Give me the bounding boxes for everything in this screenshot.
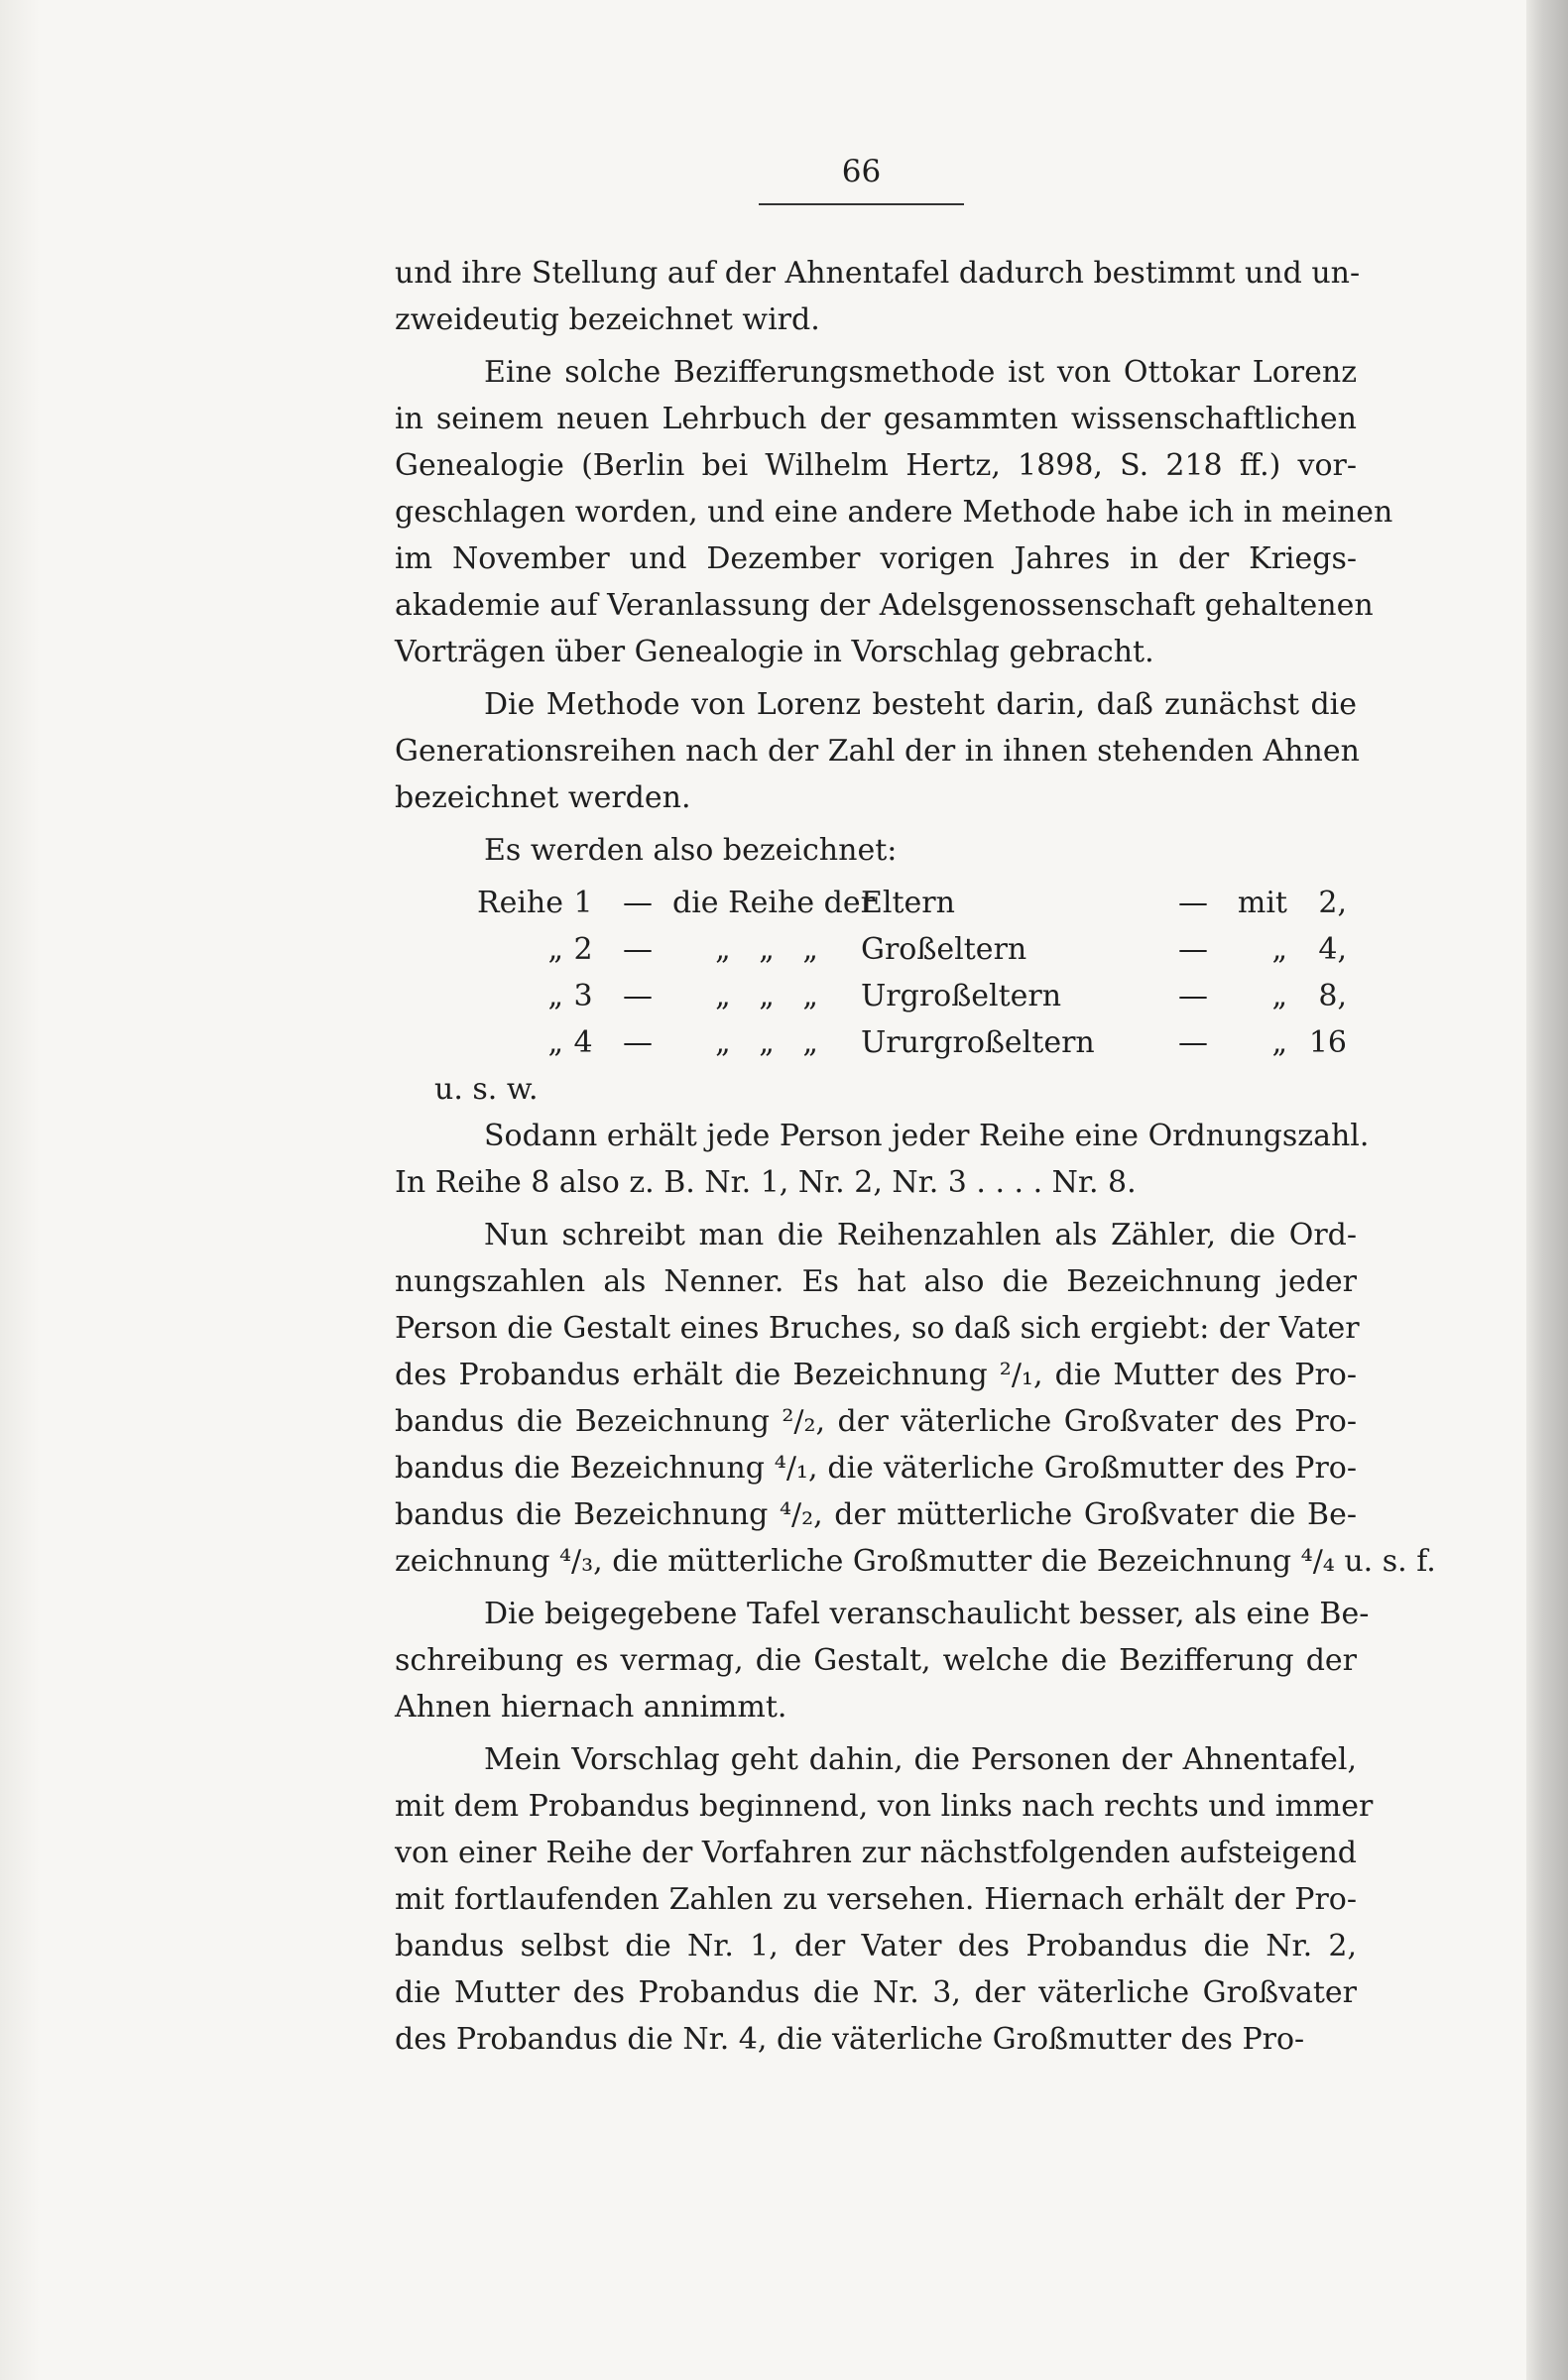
paragraph — [395, 1591, 1370, 1730]
text-line: Es werden also bezeichnet: — [484, 833, 898, 868]
table-row — [474, 973, 1357, 1019]
paragraph — [395, 250, 1361, 343]
text-line: schreibung es vermag, die Gestalt, welche die Bezifferung der — [395, 1643, 1357, 1678]
text-line: Mein Vorschlag geht dahin, die Personen der Ahnentafel, — [484, 1742, 1357, 1777]
table-cell: — — [623, 886, 653, 920]
table-cell: — — [1178, 1025, 1208, 1060]
text-line: mit dem Probandus beginnend, von links nach rechts und immer — [395, 1789, 1374, 1824]
text-line: mit fortlaufenden Zahlen zu versehen. Hiernach erhält der Pro- — [395, 1882, 1357, 1917]
text-line: Die Methode von Lorenz besteht darin, daß zunächst die — [484, 687, 1357, 722]
paragraph — [395, 1113, 1370, 1206]
table-cell: „ — [1271, 979, 1287, 1013]
table-cell: — — [623, 979, 653, 1013]
header-rule — [759, 203, 964, 205]
text-line: des Probandus die Nr. 4, die väterliche Großmutter des Pro- — [395, 2022, 1305, 2057]
text-line: nungszahlen als Nenner. Es hat also die Bezeichnung jeder — [395, 1264, 1357, 1299]
table-cell: „ — [1271, 932, 1287, 967]
table-row — [474, 926, 1357, 973]
text-line: geschlagen worden, und eine andere Methode habe ich in meinen — [395, 495, 1393, 530]
paragraph — [395, 681, 1360, 821]
text-line: akademie auf Veranlassung der Adelsgenossenschaft gehaltenen — [395, 588, 1374, 623]
paragraphs-after-table — [395, 1113, 1436, 2063]
text-line: Vorträgen über Genealogie in Vorschlag gebracht. — [395, 635, 1154, 669]
text-line: Sodann erhält jede Person jeder Reihe eine Ordnungszahl. — [484, 1119, 1370, 1153]
text-line: des Probandus erhält die Bezeichnung ²/₁, die Mutter des Pro- — [395, 1358, 1357, 1392]
paragraph — [395, 1736, 1374, 2063]
table-cell: Eltern — [861, 886, 955, 920]
text-line: Die beigegebene Tafel veranschaulicht besser, als eine Be- — [484, 1597, 1370, 1631]
text-line: Generationsreihen nach der Zahl der in ihnen stehenden Ahnen — [395, 734, 1360, 769]
page-binding-edge — [1526, 0, 1568, 2380]
text-line: Eine solche Bezifferungsmethode ist von Ottokar Lorenz — [484, 355, 1357, 390]
text-line: Ahnen hiernach annimmt. — [395, 1690, 787, 1725]
text-line: Nun schreibt man die Reihenzahlen als Zähler, die Ord- — [484, 1218, 1357, 1252]
table-cell: 2 — [573, 932, 593, 967]
table-cell: Großeltern — [861, 932, 1027, 967]
body-text — [395, 250, 1436, 2069]
table-row — [474, 880, 1357, 926]
text-line: zweideutig bezeichnet wird. — [395, 302, 820, 337]
table-cell: 8, — [1318, 979, 1347, 1013]
text-line: die Mutter des Probandus die Nr. 3, der väterliche Großvater — [395, 1975, 1357, 2010]
text-line: bandus selbst die Nr. 1, der Vater des Probandus die Nr. 2, — [395, 1929, 1357, 1964]
table-cell: Reihe — [476, 886, 563, 920]
text-line: bandus die Bezeichnung ⁴/₁, die väterliche Großmutter des Pro- — [395, 1451, 1357, 1486]
text-line: Genealogie (Berlin bei Wilhelm Hertz, 1898, S. 218 ff.) vor- — [395, 448, 1357, 483]
page-left-shade — [0, 0, 40, 2380]
table-cell: 4, — [1318, 932, 1347, 967]
table-cell: „ — [547, 932, 563, 967]
table-cell: „ — [547, 1025, 563, 1060]
table-cell: 4 — [573, 1025, 593, 1060]
table-row — [474, 1019, 1357, 1066]
text-line: in seinem neuen Lehrbuch der gesammten wissenschaftlichen — [395, 402, 1357, 436]
text-line: Person die Gestalt eines Bruches, so daß sich ergiebt: der Vater — [395, 1311, 1360, 1346]
table-cell: 1 — [573, 886, 593, 920]
table-cell: Urgroßeltern — [861, 979, 1062, 1013]
table-cell: — — [1178, 886, 1208, 920]
table-cell: 16 — [1308, 1025, 1347, 1060]
table-cell: 3 — [573, 979, 593, 1013]
generation-table — [395, 880, 1357, 1066]
text-line: zeichnung ⁴/₃, die mütterliche Großmutter die Bezeichnung ⁴/₄ u. s. f. — [395, 1544, 1436, 1579]
paragraph — [395, 1212, 1436, 1585]
paragraphs-before-table — [395, 250, 1393, 874]
paragraph — [395, 349, 1393, 675]
table-cell: — — [1178, 979, 1208, 1013]
paragraph — [395, 827, 1357, 874]
table-cell: — — [623, 932, 653, 967]
table-continuation: u. s. w. — [434, 1072, 539, 1107]
table-cell: die Reihe der — [672, 886, 875, 920]
table-cell: — — [1178, 932, 1208, 967]
text-line: bandus die Bezeichnung ⁴/₂, der mütterliche Großvater die Be- — [395, 1497, 1357, 1532]
text-line: bandus die Bezeichnung ²/₂, der väterliche Großvater des Pro- — [395, 1404, 1357, 1439]
table-cell: „ „ „ — [715, 1025, 818, 1060]
text-line: bezeichnet werden. — [395, 780, 691, 815]
text-line: von einer Reihe der Vorfahren zur nächstfolgenden aufsteigend — [395, 1836, 1357, 1870]
table-cell: „ — [1271, 1025, 1287, 1060]
table-cell: Ururgroßeltern — [861, 1025, 1095, 1060]
table-cell: mit — [1237, 886, 1287, 920]
table-cell: 2, — [1318, 886, 1347, 920]
text-line: und ihre Stellung auf der Ahnentafel dadurch bestimmt und un- — [395, 256, 1361, 291]
text-line: im November und Dezember vorigen Jahres in der Kriegs- — [395, 541, 1357, 576]
page-number: 66 — [841, 154, 882, 189]
table-cell: „ „ „ — [715, 979, 818, 1013]
table-cell: „ — [547, 979, 563, 1013]
table-cell: — — [623, 1025, 653, 1060]
text-line: In Reihe 8 also z. B. Nr. 1, Nr. 2, Nr. 3 . . . . Nr. 8. — [395, 1165, 1137, 1200]
table-cell: „ „ „ — [715, 932, 818, 967]
